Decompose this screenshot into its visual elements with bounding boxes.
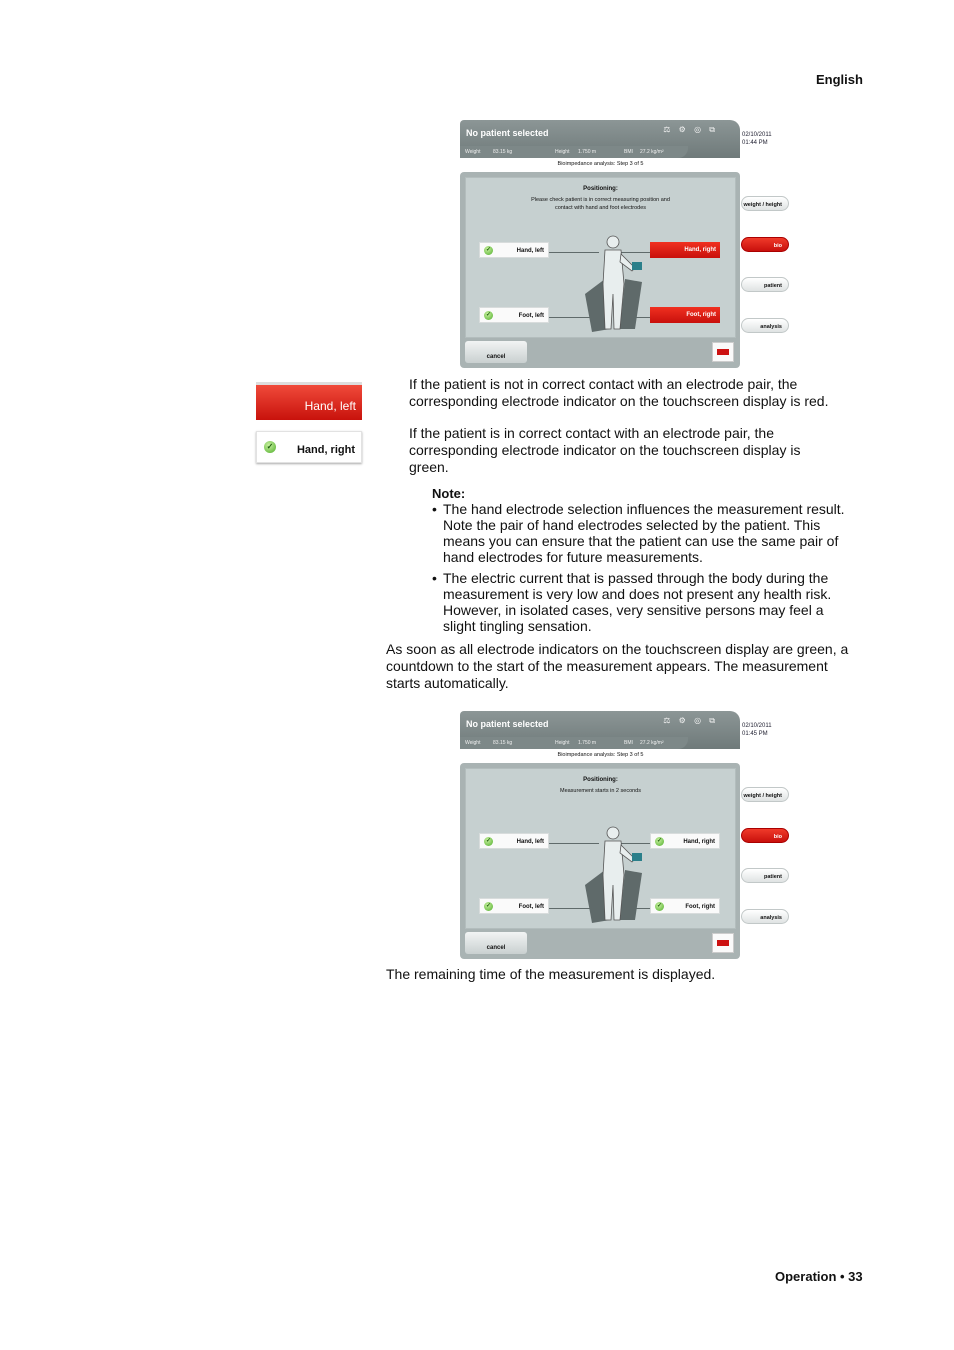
flag-icon bbox=[717, 349, 729, 355]
side-button-analysis[interactable]: analysis bbox=[741, 318, 789, 333]
hand-left-label: Hand, left bbox=[516, 248, 544, 254]
bullet-icon: • bbox=[432, 570, 437, 586]
language-flag-button[interactable] bbox=[712, 933, 734, 953]
positioning-area bbox=[465, 768, 736, 929]
text-line: means you can ensure that the patient can use the same pair of bbox=[443, 533, 839, 549]
check-icon: ✓ bbox=[656, 838, 663, 844]
hand-right-label: Hand, right bbox=[683, 839, 715, 845]
side-button-patient[interactable]: patient bbox=[741, 868, 789, 883]
text-line: hand electrodes for future measurements. bbox=[443, 549, 703, 565]
note-bullet-2 bbox=[432, 570, 832, 634]
patient-figure-icon bbox=[580, 825, 650, 925]
foot-left-indicator bbox=[479, 898, 549, 914]
page-footer: Operation • 33 bbox=[775, 1269, 863, 1284]
time: 01:45 PM bbox=[742, 731, 768, 737]
sample-red-label: Hand, left bbox=[304, 399, 356, 413]
note-bullet-1 bbox=[432, 501, 845, 565]
patient-info bbox=[460, 146, 688, 158]
text-line: The electric current that is passed through the body during the bbox=[443, 570, 829, 586]
foot-left-indicator bbox=[479, 307, 549, 323]
step-label: Bioimpedance analysis: Step 3 of 5 bbox=[557, 161, 644, 167]
flag-icon bbox=[717, 940, 729, 946]
check-icon: ✓ bbox=[656, 903, 663, 909]
side-button-bio[interactable]: bio bbox=[741, 828, 789, 843]
check-icon: ✓ bbox=[264, 441, 276, 453]
language-label: English bbox=[816, 72, 863, 87]
patient-info bbox=[460, 737, 688, 749]
positioning-panel bbox=[460, 172, 740, 368]
weight-value: 83.15 kg bbox=[493, 740, 513, 746]
text-line: slight tingling sensation. bbox=[443, 618, 592, 634]
panel-title: Positioning: bbox=[583, 777, 618, 783]
text-line: If the patient is not in correct contact with an electrode pair, the bbox=[409, 376, 798, 392]
bullet-icon: • bbox=[432, 501, 437, 517]
check-icon: ✓ bbox=[485, 247, 492, 253]
panel-message-2: contact with hand and foot electrodes bbox=[554, 205, 647, 211]
date: 02/10/2011 bbox=[742, 723, 772, 729]
touchscreen-step3-contact bbox=[460, 120, 790, 368]
side-button-weight-height[interactable]: weight / height bbox=[741, 196, 789, 211]
positioning-panel bbox=[460, 763, 740, 959]
foot-right-indicator bbox=[650, 307, 720, 323]
panel-message: Please check patient is in correct measuring position and bbox=[531, 197, 670, 203]
side-button-bio[interactable]: bio bbox=[741, 237, 789, 252]
weight-label: Weight bbox=[465, 149, 481, 155]
status-icons: ⚖ ⚙ ◎ ⧉ bbox=[663, 716, 718, 725]
paragraph-green bbox=[409, 425, 800, 476]
foot-right-label: Foot, right bbox=[686, 312, 716, 318]
hand-right-label: Hand, right bbox=[684, 247, 716, 253]
weight-value: 83.15 kg bbox=[493, 149, 513, 155]
bmi-label: BMI bbox=[624, 149, 633, 155]
sample-green-label: Hand, right bbox=[296, 444, 355, 456]
cancel-label: cancel bbox=[486, 945, 506, 951]
text-line: However, in isolated cases, very sensitive persons may feel a bbox=[443, 602, 824, 618]
text-line: corresponding electrode indicator on the touchscreen display is bbox=[409, 442, 801, 458]
hand-left-label: Hand, left bbox=[516, 839, 544, 845]
patient-figure-icon bbox=[580, 234, 650, 334]
cancel-label: cancel bbox=[486, 354, 506, 360]
hand-left-indicator bbox=[479, 833, 549, 849]
language-flag-button[interactable] bbox=[712, 342, 734, 362]
paragraph-red bbox=[409, 376, 828, 410]
text-line: starts automatically. bbox=[386, 675, 509, 691]
side-button-patient[interactable]: patient bbox=[741, 277, 789, 292]
hand-right-indicator bbox=[650, 242, 720, 258]
foot-left-label: Foot, left bbox=[518, 313, 544, 319]
bmi-value: 27.2 kg/m² bbox=[640, 740, 664, 746]
text-line: corresponding electrode indicator on the touchscreen display is red. bbox=[409, 393, 829, 409]
weight-label: Weight bbox=[465, 740, 481, 746]
height-value: 1.750 m bbox=[578, 149, 597, 155]
text-line: The hand electrode selection influences the measurement result. bbox=[443, 501, 845, 517]
side-button-weight-height[interactable]: weight / height bbox=[741, 787, 789, 802]
check-icon: ✓ bbox=[485, 312, 492, 318]
bmi-label: BMI bbox=[624, 740, 633, 746]
cancel-button[interactable] bbox=[465, 932, 527, 954]
height-label: Height bbox=[555, 740, 570, 746]
time: 01:44 PM bbox=[742, 140, 768, 146]
height-label: Height bbox=[555, 149, 570, 155]
step-label: Bioimpedance analysis: Step 3 of 5 bbox=[557, 752, 644, 758]
text-line: Note the pair of hand electrodes selected by the patient. This bbox=[443, 517, 821, 533]
sample-red-indicator bbox=[256, 382, 362, 420]
bmi-value: 27.2 kg/m² bbox=[640, 149, 664, 155]
paragraph-remaining-time: The remaining time of the measurement is displayed. bbox=[386, 966, 716, 982]
text-line: measurement is very low and does not present any health risk. bbox=[443, 586, 832, 602]
text-line: As soon as all electrode indicators on the touchscreen display are green, a bbox=[386, 641, 849, 657]
note-title: Note: bbox=[432, 486, 466, 501]
datetime bbox=[742, 131, 772, 147]
foot-left-label: Foot, left bbox=[518, 904, 544, 910]
text-line: If the patient is in correct contact with an electrode pair, the bbox=[409, 425, 774, 441]
hand-right-indicator bbox=[650, 833, 720, 849]
check-icon: ✓ bbox=[485, 903, 492, 909]
text-line: countdown to the start of the measurement appears. The measurement bbox=[386, 658, 828, 674]
touchscreen-step3-countdown bbox=[460, 711, 790, 959]
side-button-analysis[interactable]: analysis bbox=[741, 909, 789, 924]
countdown-message: Measurement starts in 2 seconds bbox=[559, 788, 641, 794]
cancel-button[interactable] bbox=[465, 341, 527, 363]
patient-status: No patient selected bbox=[466, 719, 549, 729]
sample-green-indicator bbox=[256, 431, 362, 463]
check-icon: ✓ bbox=[485, 838, 492, 844]
paragraph-countdown bbox=[386, 641, 848, 692]
foot-right-label: Foot, right bbox=[685, 904, 715, 910]
foot-right-indicator bbox=[650, 898, 720, 914]
text-line: green. bbox=[409, 459, 449, 475]
hand-left-indicator bbox=[479, 242, 549, 258]
status-icons: ⚖ ⚙ ◎ ⧉ bbox=[663, 125, 718, 134]
positioning-area bbox=[465, 177, 736, 338]
date: 02/10/2011 bbox=[742, 132, 772, 138]
height-value: 1.750 m bbox=[578, 740, 597, 746]
panel-title: Positioning: bbox=[583, 186, 618, 192]
datetime bbox=[742, 722, 772, 738]
patient-status: No patient selected bbox=[466, 128, 549, 138]
